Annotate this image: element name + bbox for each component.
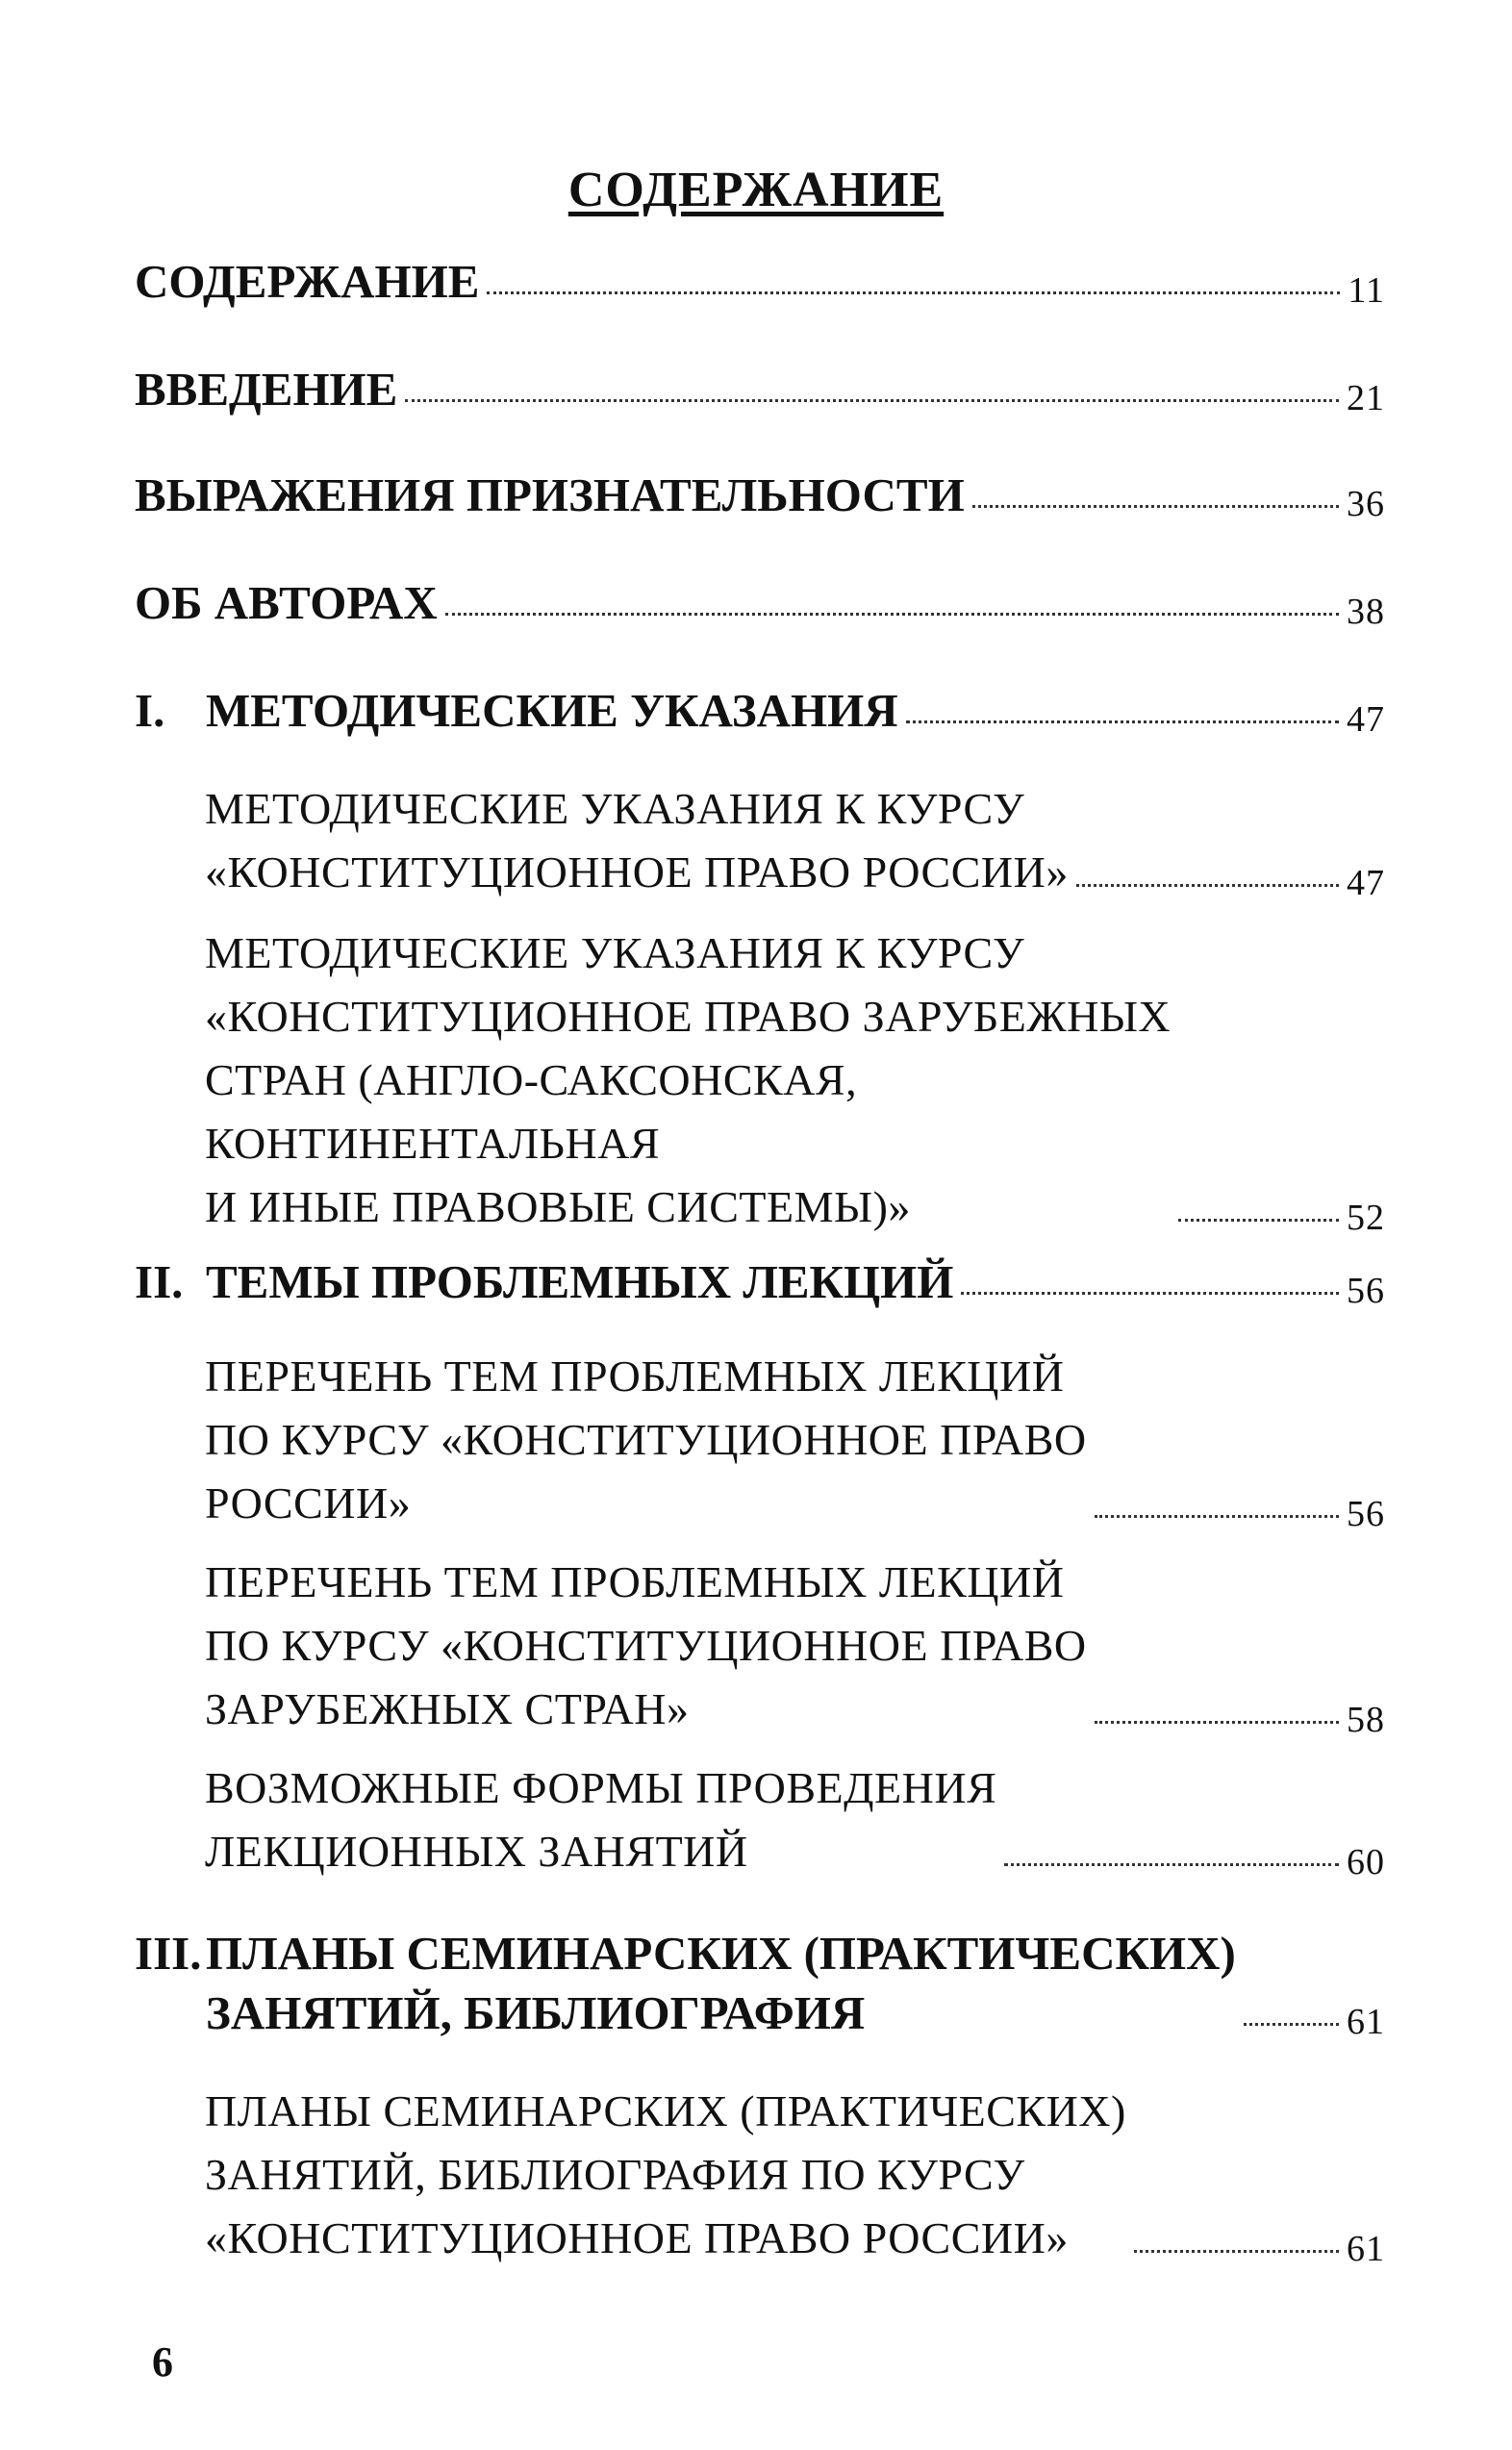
dot-leader bbox=[405, 399, 1339, 402]
dot-leader bbox=[1178, 1219, 1339, 1222]
toc-entry-introduction bbox=[135, 360, 1385, 419]
toc-entry-line: «КОНСТИТУЦИОННОЕ ПРАВО РОССИИ» bbox=[205, 847, 1069, 897]
toc-page-number: 38 bbox=[1347, 592, 1385, 632]
toc-entry-line: «КОНСТИТУЦИОННОЕ ПРАВО ЗАРУБЕЖНЫХ bbox=[205, 992, 1172, 1041]
toc-entry-line: ВОЗМОЖНЫЕ ФОРМЫ ПРОВЕДЕНИЯ bbox=[205, 1763, 997, 1812]
toc-subentry bbox=[205, 777, 1385, 904]
dot-leader bbox=[961, 1292, 1339, 1295]
toc-entry-line: МЕТОДИЧЕСКИЕ УКАЗАНИЯ К КУРСУ bbox=[205, 928, 1025, 977]
toc-section-1 bbox=[135, 681, 1385, 741]
toc-entry-line: И ИНЫЕ ПРАВОВЫЕ СИСТЕМЫ)» bbox=[205, 1182, 911, 1231]
dot-leader bbox=[487, 291, 1340, 294]
dot-leader bbox=[1004, 1863, 1339, 1866]
dot-leader bbox=[1244, 2023, 1339, 2026]
toc-subentry bbox=[205, 1345, 1385, 1535]
toc-entry-title: ВЫРАЖЕНИЯ ПРИЗНАТЕЛЬНОСТИ bbox=[135, 468, 965, 521]
dot-leader bbox=[1095, 1515, 1339, 1518]
toc-entry-title: СОДЕРЖАНИЕ bbox=[135, 255, 480, 308]
toc-entry-contents bbox=[135, 252, 1385, 312]
toc-section-2 bbox=[135, 1252, 1385, 1312]
toc-page-number: 47 bbox=[1347, 863, 1385, 903]
toc-entry-line: КОНТИНЕНТАЛЬНАЯ bbox=[205, 1119, 661, 1168]
toc-page-number: 61 bbox=[1347, 2229, 1385, 2269]
toc-heading: СОДЕРЖАНИЕ bbox=[567, 163, 945, 217]
toc-section-3: III.ПЛАНЫ СЕМИНАРСКИХ (ПРАКТИЧЕСКИХ) ЗАНЯТИЙ, БИБЛИОГРАФИЯ 61 bbox=[135, 1927, 1385, 2042]
toc-page-number: 11 bbox=[1348, 270, 1385, 311]
toc-page-number: 47 bbox=[1347, 699, 1385, 740]
toc-entry-acknowledgements bbox=[135, 466, 1385, 525]
toc-entry-line: РОССИИ» bbox=[205, 1478, 412, 1528]
toc-subentry bbox=[205, 922, 1385, 1239]
toc-entry-line: ПЛАНЫ СЕМИНАРСКИХ (ПРАКТИЧЕСКИХ) bbox=[205, 2086, 1126, 2135]
toc-entry-title: ОБ АВТОРАХ bbox=[135, 576, 438, 629]
toc-entry-line: ЗАНЯТИЙ, БИБЛИОГРАФИЯ bbox=[206, 1986, 866, 2039]
toc-page-number: 21 bbox=[1347, 378, 1385, 418]
toc-page-number: 36 bbox=[1347, 484, 1385, 524]
toc-page-number: 56 bbox=[1347, 1494, 1385, 1534]
toc-entry-line: ПЕРЕЧЕНЬ ТЕМ ПРОБЛЕМНЫХ ЛЕКЦИЙ bbox=[205, 1557, 1065, 1606]
toc-subentry bbox=[205, 1551, 1385, 1741]
dot-leader bbox=[1095, 1721, 1339, 1724]
page-folio: 6 bbox=[152, 2338, 173, 2386]
toc-entry-line: ЛЕКЦИОННЫХ ЗАНЯТИЙ bbox=[205, 1827, 748, 1876]
dot-leader bbox=[906, 720, 1339, 723]
dot-leader bbox=[1076, 884, 1339, 887]
dot-leader bbox=[972, 505, 1339, 508]
toc-page-number: 52 bbox=[1347, 1198, 1385, 1238]
toc-entry-title: МЕТОДИЧЕСКИЕ УКАЗАНИЯ bbox=[206, 684, 898, 737]
dot-leader bbox=[445, 613, 1339, 616]
toc-entry-authors bbox=[135, 573, 1385, 633]
toc-page-number: 61 bbox=[1347, 2002, 1385, 2042]
toc-subentry bbox=[205, 1756, 1385, 1883]
toc-entry-line: ЗАНЯТИЙ, БИБЛИОГРАФИЯ ПО КУРСУ bbox=[205, 2150, 1025, 2199]
section-numeral: II. bbox=[135, 1255, 184, 1308]
toc-entry-line: ПО КУРСУ «КОНСТИТУЦИОННОЕ ПРАВО bbox=[205, 1415, 1087, 1464]
toc-entry-line: ПО КУРСУ «КОНСТИТУЦИОННОЕ ПРАВО bbox=[205, 1621, 1087, 1670]
toc-page-number: 58 bbox=[1347, 1700, 1385, 1740]
toc-entry-line: МЕТОДИЧЕСКИЕ УКАЗАНИЯ К КУРСУ bbox=[205, 784, 1025, 833]
toc-entry-title: ТЕМЫ ПРОБЛЕМНЫХ ЛЕКЦИЙ bbox=[206, 1255, 954, 1308]
toc-entry-line: СТРАН (АНГЛО-САКСОНСКАЯ, bbox=[205, 1055, 858, 1104]
toc-entry-line: «КОНСТИТУЦИОННОЕ ПРАВО РОССИИ» bbox=[205, 2213, 1069, 2262]
toc-entry-title: ВВЕДЕНИЕ bbox=[135, 363, 398, 416]
toc-subentry bbox=[205, 2080, 1385, 2270]
section-numeral: I. bbox=[135, 684, 165, 737]
toc-page-number: 60 bbox=[1347, 1842, 1385, 1882]
dot-leader bbox=[1134, 2250, 1339, 2253]
toc-entry-line: ЗАРУБЕЖНЫХ СТРАН» bbox=[205, 1684, 690, 1733]
toc-entry-line: ПЕРЕЧЕНЬ ТЕМ ПРОБЛЕМНЫХ ЛЕКЦИЙ bbox=[205, 1351, 1065, 1401]
toc-page-number: 56 bbox=[1347, 1271, 1385, 1311]
toc-entry-line: ПЛАНЫ СЕМИНАРСКИХ (ПРАКТИЧЕСКИХ) bbox=[206, 1927, 1236, 1980]
